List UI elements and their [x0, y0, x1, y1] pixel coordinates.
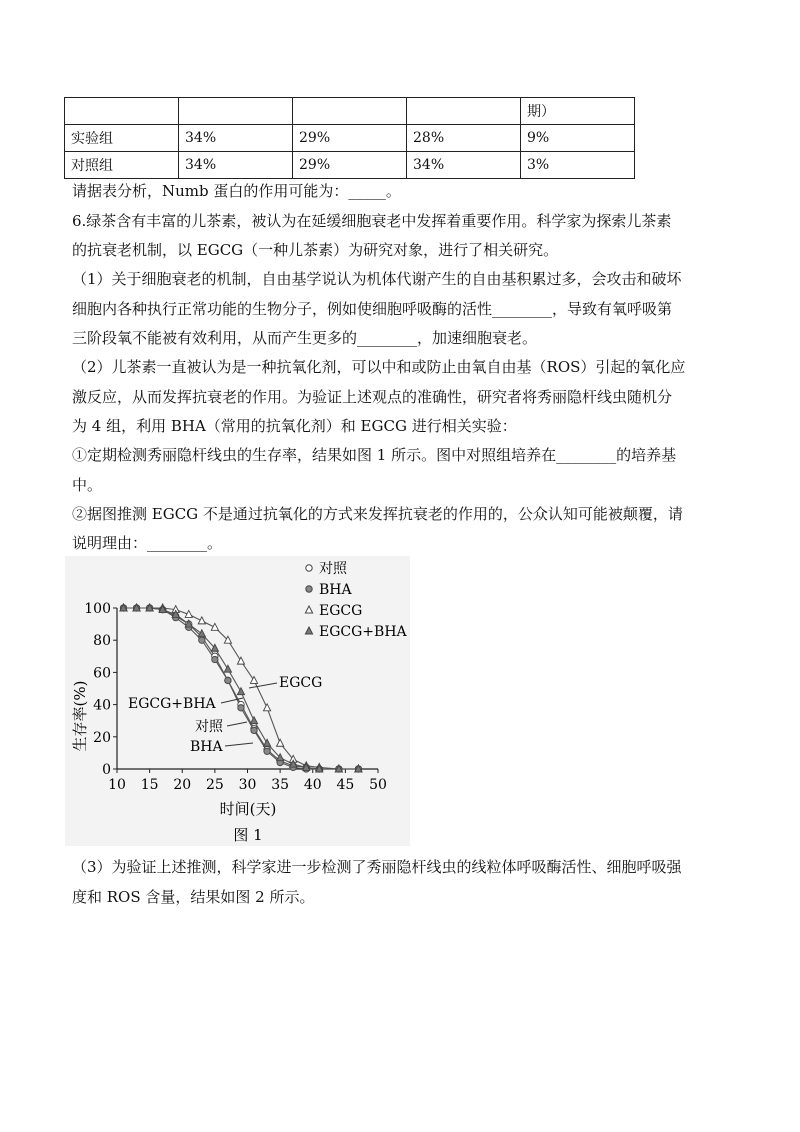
annotation-label: BHA	[190, 739, 223, 755]
table-row	[65, 125, 635, 152]
y-tick-label: 60	[93, 665, 111, 682]
question-line: ②据图推测 EGCG 不是通过抗氧化的方式来发挥抗衰老的作用的，公众认知可能被颠覆，请	[72, 505, 683, 523]
table-cell	[293, 98, 407, 125]
legend-marker	[305, 606, 312, 613]
legend-marker	[306, 565, 312, 571]
question-line: 请据表分析，Numb 蛋白的作用可能为：_____。	[72, 182, 401, 200]
annotation-label: EGCG+BHA	[128, 696, 216, 712]
table-cell: 9%	[521, 125, 635, 152]
x-tick-label: 50	[369, 777, 387, 793]
question-line: ①定期检测秀丽隐杆线虫的生存率，结果如图 1 所示。图中对照组培养在________的培养基	[72, 446, 677, 464]
question-line: （1）关于细胞衰老的机制，自由基学说认为机体代谢产生的自由基积累过多，会攻击和破坏	[72, 270, 682, 288]
question-line: 的抗衰老机制，以 EGCG（一种儿茶素）为研究对象，进行了相关研究。	[72, 241, 559, 259]
data-point	[211, 623, 218, 630]
question-line: 三阶段氧不能被有效利用，从而产生更多的________，加速细胞衰老。	[72, 329, 538, 347]
data-point	[238, 705, 244, 711]
table-cell: 期）	[521, 98, 635, 125]
table-row	[65, 152, 635, 179]
table-cell: 3%	[521, 152, 635, 179]
data-point	[224, 665, 231, 672]
x-tick-label: 25	[205, 777, 224, 793]
annotation-label: 对照	[195, 719, 223, 735]
table-cell: 29%	[293, 125, 407, 152]
data-point	[212, 656, 218, 662]
table-cell: 对照组	[65, 152, 179, 179]
data-point	[199, 637, 205, 643]
data-point	[250, 717, 257, 724]
question-line: 为 4 组，利用 BHA（常用的抗氧化剂）和 EGCG 进行相关实验：	[72, 417, 517, 435]
legend-label: BHA	[319, 582, 352, 598]
table-cell	[179, 98, 293, 125]
survival-chart	[65, 556, 410, 846]
data-point	[198, 630, 205, 637]
question-line: 度和 ROS 含量，结果如图 2 所示。	[72, 888, 315, 906]
x-axis-label: 时间(天)	[219, 800, 277, 818]
data-point	[277, 739, 284, 746]
table-cell: 34%	[179, 152, 293, 179]
question-line: 6.绿茶含有丰富的儿茶素，被认为在延缓细胞衰老中发挥着重要作用。科学家为探索儿茶素	[72, 212, 672, 230]
data-point	[237, 688, 244, 695]
table-row	[65, 98, 635, 125]
x-tick-label: 40	[303, 777, 322, 793]
data-point	[225, 677, 231, 683]
y-tick-label: 0	[102, 762, 111, 778]
question-line: 激反应，从而发挥抗衰老的作用。为验证上述观点的准确性，研究者将秀丽隐杆线虫随机分	[72, 388, 673, 406]
figure-caption: 图 1	[233, 826, 263, 844]
annotation-line	[225, 743, 253, 746]
table-cell: 34%	[179, 125, 293, 152]
x-tick-label: 45	[336, 777, 355, 793]
x-tick-label: 10	[108, 777, 126, 793]
question-line: （3）为验证上述推测，科学家进一步检测了秀丽隐杆线虫的线粒体呼吸酶活性、细胞呼吸强	[72, 858, 682, 876]
legend-label: EGCG+BHA	[319, 624, 407, 640]
x-tick-label: 30	[238, 777, 257, 793]
y-tick-label: 20	[93, 729, 111, 746]
data-point	[237, 657, 244, 664]
table-cell	[407, 98, 521, 125]
y-axis-label: 生存率(%)	[71, 680, 89, 752]
annotation-line	[227, 722, 247, 726]
x-tick-label: 35	[271, 777, 290, 793]
y-tick-label: 80	[93, 633, 111, 650]
question-line: （2）儿茶素一直被认为是一种抗氧化剂，可以中和或防止由氧自由基（ROS）引起的氧化应	[72, 358, 686, 376]
figure-1	[65, 556, 410, 846]
legend-marker	[306, 586, 312, 592]
question-line: 中。	[72, 476, 103, 494]
question-line: 细胞内各种执行正常功能的生物分子，例如使细胞呼吸酶的活性________，导致有氧呼吸第	[72, 300, 673, 318]
table-cell: 29%	[293, 152, 407, 179]
question-line: 说明理由：________。	[72, 534, 223, 552]
legend-label: EGCG	[319, 603, 363, 619]
data-point	[198, 617, 205, 624]
table-cell: 实验组	[65, 125, 179, 152]
table-cell	[65, 98, 179, 125]
data-point	[263, 739, 270, 746]
x-tick-label: 15	[140, 777, 159, 793]
annotation-label: EGCG	[279, 675, 323, 691]
data-table	[64, 97, 635, 179]
data-point	[263, 704, 270, 711]
x-tick-label: 20	[173, 777, 192, 793]
legend-label: 对照	[319, 561, 347, 577]
y-tick-label: 40	[93, 697, 111, 714]
data-point	[251, 727, 257, 733]
table-cell: 34%	[407, 152, 521, 179]
y-tick-label: 100	[84, 601, 111, 617]
legend-marker	[305, 627, 312, 634]
data-point	[264, 748, 270, 754]
table-cell: 28%	[407, 125, 521, 152]
